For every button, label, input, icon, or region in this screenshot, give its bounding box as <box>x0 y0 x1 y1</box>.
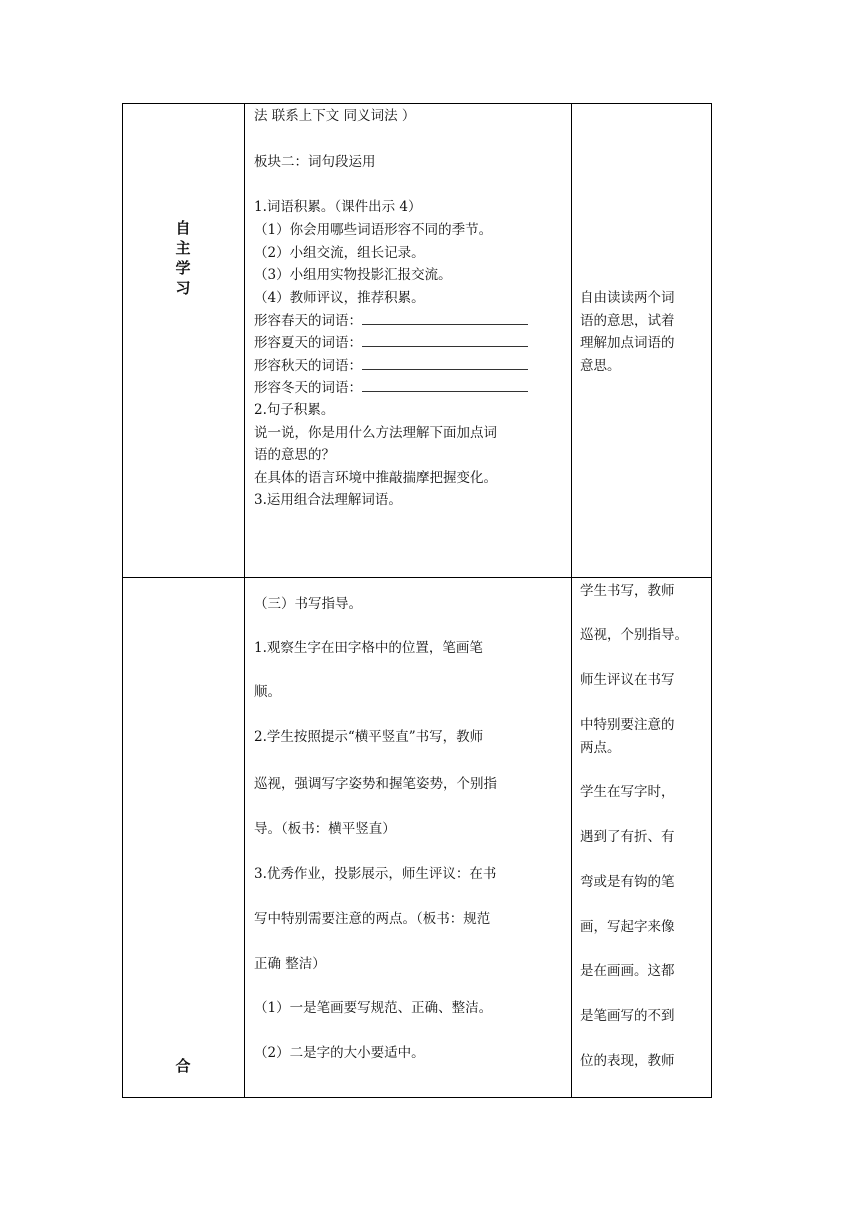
text-line: 3.优秀作业，投影展示，师生评议：在书 <box>254 866 497 882</box>
note-line: 学生书写，教师 <box>580 583 675 599</box>
note-line: 语的意思，试着 <box>580 313 675 329</box>
column-divider-1 <box>244 103 245 1098</box>
text-line: 1.观察生字在田字格中的位置，笔画笔 <box>254 640 483 656</box>
note-line: 画，写起字来像 <box>580 919 675 935</box>
section-heading: （三）书写指导。 <box>254 596 362 612</box>
text-line: （2）二是字的大小要适中。 <box>254 1045 425 1061</box>
text-line: （4）教师评议，推荐积累。 <box>254 290 425 306</box>
text-line: （1）一是笔画要写规范、正确、整洁。 <box>254 1000 493 1016</box>
text-line: 在具体的语言环境中推敲揣摩把握变化。 <box>254 470 497 486</box>
fill-label: 形容夏天的词语： <box>254 335 362 351</box>
table-left-border <box>122 103 123 1098</box>
text-line: （1）你会用哪些词语形容不同的季节。 <box>254 222 493 238</box>
fill-blank <box>362 310 528 325</box>
text-line: （2）小组交流，组长记录。 <box>254 245 425 261</box>
note-line: 理解加点词语的 <box>580 335 675 351</box>
column-divider-2 <box>571 103 572 1098</box>
fill-line <box>254 310 528 331</box>
fill-blank <box>362 377 528 392</box>
fill-label: 形容秋天的词语： <box>254 358 362 374</box>
fill-label: 形容春天的词语： <box>254 313 362 329</box>
row1-label-char: 学 <box>175 259 191 277</box>
row1-label-char: 自 <box>175 219 191 237</box>
note-line: 学生在写字时， <box>580 784 675 800</box>
fill-blank <box>362 355 528 370</box>
fill-line <box>254 377 528 398</box>
text-line: （3）小组用实物投影汇报交流。 <box>254 267 452 283</box>
table-top-border <box>122 103 712 104</box>
note-line: 是笔画写的不到 <box>580 1008 675 1024</box>
text-line: 顺。 <box>254 684 281 700</box>
text-line: 法 联系上下文 同义词法 ） <box>254 108 416 124</box>
table-right-border <box>711 103 712 1098</box>
note-line: 遇到了有折、有 <box>580 829 675 845</box>
row1-label-char: 习 <box>175 279 191 297</box>
text-line: 语的意思的？ <box>254 447 335 463</box>
fill-label: 形容冬天的词语： <box>254 380 362 396</box>
text-line: 2.句子积累。 <box>254 402 335 418</box>
note-line: 中特别要注意的 <box>580 717 675 733</box>
note-line: 巡视，个别指导。 <box>580 627 688 643</box>
text-line: 2.学生按照提示“横平竖直”书写，教师 <box>254 729 484 745</box>
text-line: 巡视，强调写字姿势和握笔姿势，个别指 <box>254 776 497 792</box>
text-line: 正确 整洁） <box>254 956 326 972</box>
note-line: 弯或是有钩的笔 <box>580 874 675 890</box>
note-line: 两点。 <box>580 740 621 756</box>
row1-label-char: 主 <box>175 239 191 257</box>
text-line: 1.词语积累。（课件出示 4） <box>254 199 422 215</box>
row-divider <box>122 577 712 578</box>
text-line: 导。（板书：横平竖直） <box>254 821 396 837</box>
note-line: 意思。 <box>580 358 621 374</box>
section-heading: 板块二：词句段运用 <box>254 154 376 170</box>
text-line: 说一说，你是用什么方法理解下面加点词 <box>254 425 497 441</box>
row2-label: 合 <box>175 1057 191 1075</box>
text-line: 3.运用组合法理解词语。 <box>254 492 402 508</box>
row1-label <box>173 218 193 298</box>
note-line: 位的表现，教师 <box>580 1053 675 1069</box>
table-bottom-border <box>122 1097 712 1098</box>
note-line: 师生评议在书写 <box>580 672 675 688</box>
fill-line <box>254 332 528 353</box>
note-line: 是在画画。这都 <box>580 963 675 979</box>
fill-line <box>254 355 528 376</box>
text-line: 写中特别需要注意的两点。（板书：规范 <box>254 911 491 927</box>
fill-blank <box>362 332 528 347</box>
note-line: 自由读读两个词 <box>580 290 675 306</box>
